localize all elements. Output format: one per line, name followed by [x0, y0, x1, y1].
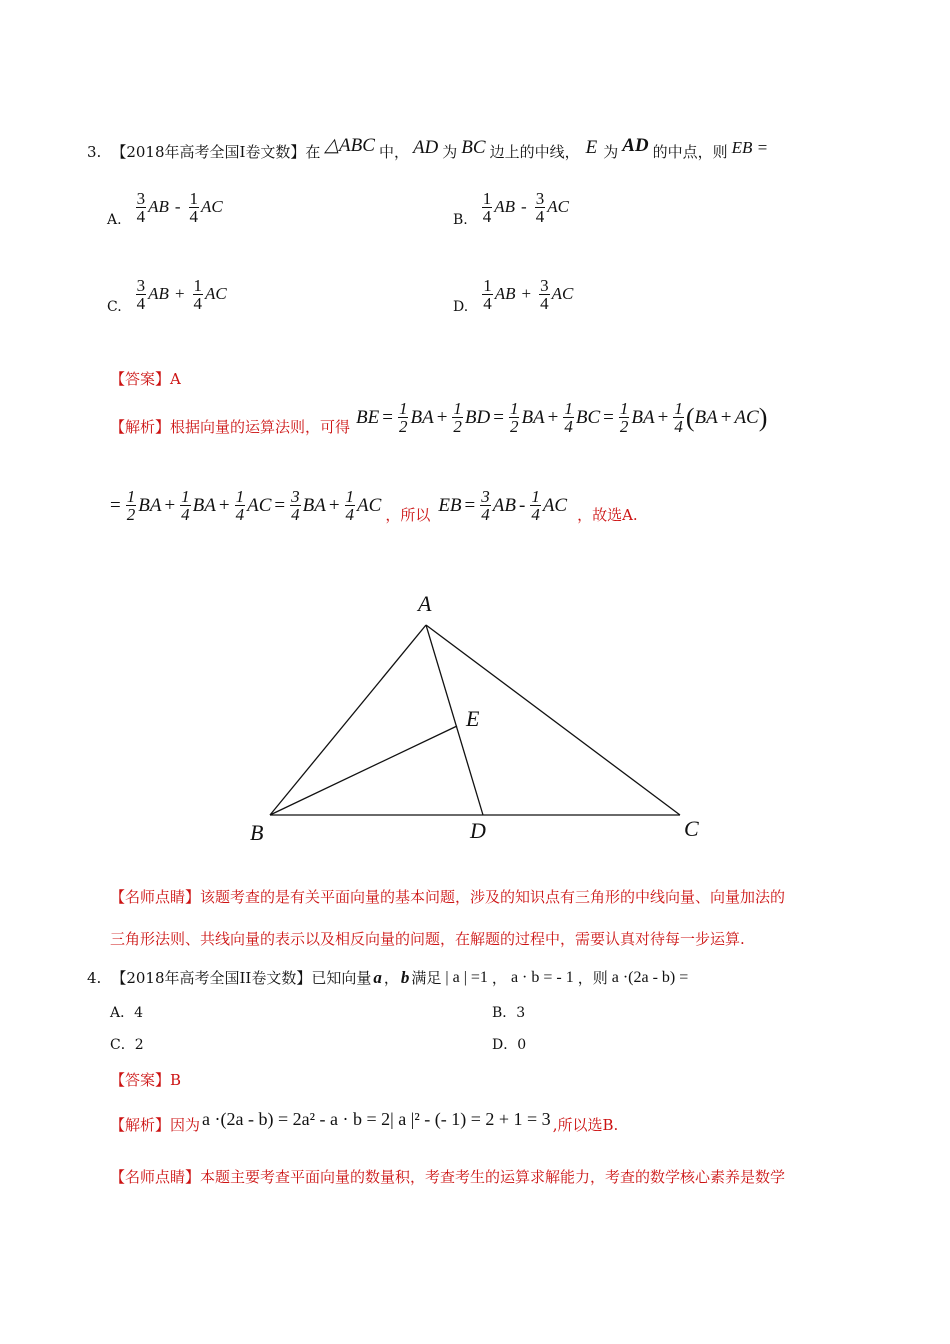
denominator: 4 [531, 505, 540, 524]
stem-text: ， [383, 969, 399, 987]
fraction [345, 488, 356, 523]
vector-ac: AC [247, 494, 272, 516]
vector-ba: BA [192, 494, 216, 516]
analysis-expression [110, 488, 381, 523]
fraction [673, 400, 684, 435]
plus: + [720, 406, 732, 428]
vector-ba: BA [631, 406, 655, 428]
option-label: D. [453, 299, 469, 315]
stem-text: 为 [603, 143, 619, 161]
fraction [136, 277, 147, 312]
operator: - [174, 197, 181, 216]
option-label: C. [107, 299, 122, 315]
stem-text: ，则 [577, 969, 608, 987]
paren: ) [758, 402, 768, 432]
numerator: 1 [483, 275, 492, 295]
denominator: 4 [564, 417, 573, 436]
vector-ac: AC [205, 284, 227, 303]
vector-ab: AB [492, 494, 516, 516]
numerator: 3 [291, 487, 300, 506]
plus: + [328, 494, 340, 516]
fraction [509, 400, 520, 435]
q3-answer [110, 368, 181, 389]
stem-text: ， [491, 969, 507, 987]
vector-ab: AB [148, 197, 169, 216]
denominator: 4 [193, 293, 203, 313]
fraction [482, 277, 493, 312]
vector-ab: AB [494, 284, 516, 303]
vector-ac: AC [357, 494, 382, 516]
vector-ac: AC [201, 197, 223, 216]
vector-ba: BA [302, 494, 326, 516]
option-label: A. [107, 212, 122, 228]
analysis-text: 因为 [170, 1116, 201, 1134]
vector-a: a [373, 967, 382, 987]
analysis-tag: 【解析】 [110, 1116, 171, 1134]
denominator: 4 [136, 293, 146, 313]
fraction [535, 190, 546, 225]
target-expression: a ·(2a - b) = [611, 968, 689, 986]
question-source: 【2018年高考全国II卷文数】 [111, 969, 312, 987]
q3-stem [87, 134, 769, 163]
vector-ad: AD [622, 134, 649, 156]
vector-ac: AC [551, 284, 574, 303]
denominator: 4 [540, 293, 549, 313]
denominator: 4 [535, 206, 545, 226]
triangle-diagram [240, 585, 720, 850]
label-b: B [250, 820, 264, 845]
q3-analysis-line1 [110, 398, 767, 437]
numerator: 1 [181, 487, 190, 506]
analysis-text: 根据向量的运算法则，可得 [170, 418, 351, 436]
vector-ba: BA [694, 406, 718, 428]
analysis-expression: a ·(2a - b) = 2a² - a · b = 2| a |² - (- 1) = 2 + 1 = 3 [202, 1109, 551, 1129]
operator: - [521, 197, 527, 216]
vector-be: BE [356, 406, 380, 428]
triangle-abc: △ABC [324, 135, 375, 156]
denominator: 4 [235, 505, 245, 524]
segment-ad: AD [412, 136, 439, 158]
segment-be [270, 726, 457, 815]
question-source: 【2018年高考全国I卷文数】 [111, 143, 306, 161]
numerator: 3 [540, 275, 549, 295]
vector-bd: BD [464, 406, 491, 428]
q4-analysis [110, 1104, 618, 1135]
operator: + [174, 284, 185, 303]
fraction [530, 488, 541, 523]
numerator: 1 [453, 399, 462, 418]
denominator: 4 [483, 293, 492, 313]
analysis-text: ，所以 [385, 506, 431, 524]
vector-eb: EB = [731, 137, 769, 157]
answer-tag: 【答案】 [110, 370, 171, 388]
numerator: 1 [126, 487, 136, 506]
denominator: 2 [453, 417, 462, 436]
q3-tip-line1 [110, 886, 785, 907]
stem-text: 边上的中线， [489, 143, 580, 161]
plus: + [657, 406, 669, 428]
vector-bc: BC [575, 406, 601, 428]
option-a[interactable]: A．4 [110, 1005, 144, 1021]
analysis-expression [438, 488, 567, 523]
plus: + [547, 406, 559, 428]
stem-text: 在 [305, 143, 321, 161]
numerator: 1 [619, 399, 629, 418]
denominator: 2 [398, 417, 408, 436]
fraction [563, 400, 574, 435]
stem-text: 的中点，则 [652, 143, 728, 161]
stem-text: 满足 [411, 969, 442, 987]
stem-text: 为 [442, 143, 458, 161]
denominator: 2 [509, 417, 519, 436]
denominator: 4 [189, 206, 199, 226]
option-b[interactable]: B．3 [492, 1005, 526, 1021]
tip-text: 本题主要考查平面向量的数量积，考查考生的运算求解能力，考查的数学核心素养是数学 [200, 1168, 786, 1186]
stem-text: 中， [378, 143, 409, 161]
numerator: 3 [535, 188, 545, 208]
fraction [539, 277, 550, 312]
fraction [290, 488, 301, 523]
denominator: 2 [126, 505, 136, 524]
option-label: B. [453, 212, 468, 228]
fraction [235, 488, 246, 523]
numerator: 1 [398, 399, 408, 418]
denominator: 4 [181, 505, 190, 524]
q4-tip [110, 1166, 785, 1187]
numerator: 1 [482, 188, 492, 208]
numerator: 1 [674, 399, 683, 418]
label-a: A [418, 591, 432, 616]
tip-tag: 【名师点睛】 [110, 888, 201, 906]
denominator: 4 [482, 206, 492, 226]
numerator: 1 [509, 399, 519, 418]
stem-text: 已知向量 [311, 969, 372, 987]
q3-analysis-line2 [110, 486, 638, 525]
label-e: E [466, 706, 480, 731]
q3-tip-line2 [110, 928, 745, 949]
numerator: 1 [564, 399, 573, 418]
answer-value: B [170, 1071, 182, 1089]
numerator: 1 [531, 487, 540, 506]
numerator: 3 [136, 188, 146, 208]
numerator: 3 [481, 487, 490, 506]
label-d: D [470, 818, 486, 843]
denominator: 2 [619, 417, 629, 436]
question-number: 4. [87, 968, 102, 987]
vector-ac: AC [547, 197, 569, 216]
vector-ba: BA [410, 406, 434, 428]
vector-eb: EB [438, 494, 462, 516]
numerator: 1 [189, 188, 199, 208]
operator: + [521, 284, 532, 303]
fraction [398, 400, 409, 435]
analysis-tag: 【解析】 [110, 418, 171, 436]
fraction [193, 277, 204, 312]
option-d[interactable] [453, 273, 573, 315]
answer-value: A [170, 370, 181, 388]
fraction [136, 190, 147, 225]
fraction [480, 488, 491, 523]
condition-dot: a · b = - 1 [510, 968, 574, 986]
tip-tag: 【名师点睛】 [110, 1168, 201, 1186]
fraction [482, 190, 493, 225]
minus: - [518, 494, 526, 516]
plus: + [164, 494, 176, 516]
q4-answer [110, 1069, 181, 1090]
tip-text: 该题考查的是有关平面向量的基本问题，涉及的知识点有三角形的中线向量、向量加法的 [200, 888, 786, 906]
equals: = [382, 406, 393, 428]
option-b[interactable] [453, 186, 569, 228]
point-e: E [585, 136, 598, 158]
denominator: 4 [345, 505, 355, 524]
numerator: 1 [345, 487, 355, 506]
side-ac [426, 625, 680, 815]
denominator: 4 [674, 417, 683, 436]
denominator: 4 [481, 505, 490, 524]
numerator: 1 [235, 487, 245, 506]
fraction [619, 400, 630, 435]
analysis-text: ，故选A. [577, 506, 638, 524]
analysis-expression [356, 400, 767, 435]
denominator: 4 [136, 206, 146, 226]
segment-bc: BC [461, 136, 486, 158]
denominator: 4 [291, 505, 300, 524]
vector-ba: BA [138, 494, 162, 516]
numerator: 3 [136, 275, 146, 295]
analysis-text: ,所以选B. [552, 1116, 619, 1134]
option-a[interactable] [107, 186, 223, 228]
vector-ab: AB [494, 197, 516, 216]
condition-norm: | a | =1 [445, 968, 488, 986]
option-c[interactable] [107, 273, 227, 315]
label-c: C [684, 816, 699, 841]
fraction [452, 400, 463, 435]
plus: + [436, 406, 448, 428]
equals: = [464, 494, 476, 516]
numerator: 1 [193, 275, 203, 295]
q4-stem [87, 967, 688, 988]
fraction [180, 488, 191, 523]
vector-ba: BA [521, 406, 545, 428]
fraction [126, 488, 137, 523]
vector-ac: AC [542, 494, 568, 516]
equals: = [493, 406, 504, 428]
fraction [189, 190, 200, 225]
question-number: 3. [87, 142, 102, 161]
vector-b: b [400, 967, 410, 987]
vector-ac: AC [734, 406, 759, 428]
tip-text: 三角形法则、共线向量的表示以及相反向量的问题，在解题的过程中，需要认真对待每一步运算. [110, 930, 745, 948]
plus: + [218, 494, 230, 516]
equals: = [603, 406, 614, 428]
equals: = [110, 494, 121, 516]
answer-tag: 【答案】 [110, 1071, 171, 1089]
equals: = [274, 494, 286, 516]
paren: ( [685, 402, 695, 432]
option-c[interactable]: C．2 [110, 1037, 144, 1053]
vector-ab: AB [148, 284, 169, 303]
option-d[interactable]: D．0 [492, 1037, 527, 1053]
side-ab [270, 625, 426, 815]
